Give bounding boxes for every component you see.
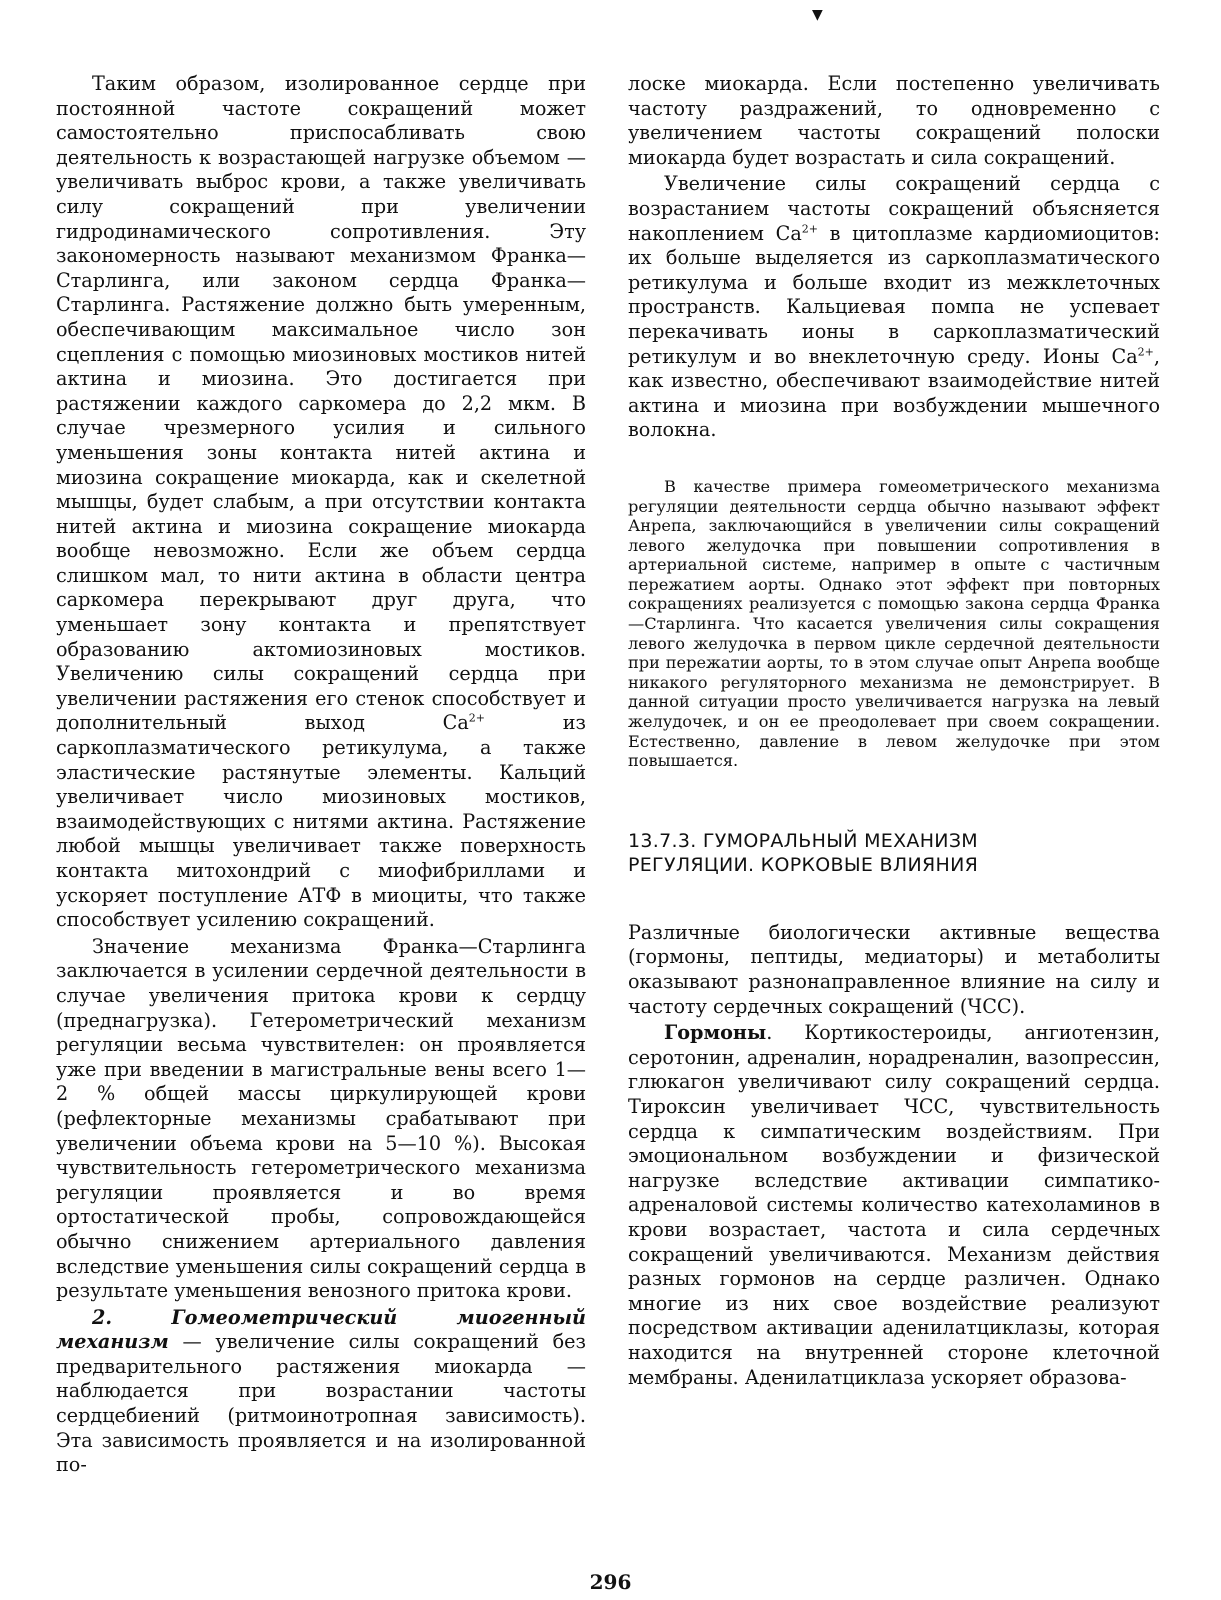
paragraph-hormones <box>628 1021 1160 1390</box>
small-print-note <box>628 477 1160 771</box>
text-run: , как известно, обеспечивают взаимодействие нитей актина и миозина при возбуждении мышечного волокна. <box>628 344 1160 442</box>
paragraph-continuation: лоске миокарда. Если постепенно увеличивать частоту раздражений, то одновременно с увеличением частоты сокращений полоски миокарда будет возрастать и сила сокращений. <box>628 72 1160 169</box>
heading-line: РЕГУЛЯЦИИ. КОРКОВЫЕ ВЛИЯНИЯ <box>628 853 979 876</box>
paragraph-homeometric <box>56 1306 586 1478</box>
text-run: . Кортикостероиды, ангиотензин, серотонин, адреналин, норадреналин, вазопрессин, глюкагон увеличивают силу сокращений сердца. Тироксин увеличивает ЧСС, чувствительность сердца к симпатическим воздействиям. При эмоциональном возбуждении и физической нагрузке вследствие активации симпатико-адреналовой системы количество катехоламинов в крови возрастает, частота и сила сердечных сокращений увеличиваются. Механизм действия разных гормонов на сердце различен. Однако многие из них свое воздействие реализуют посредством активации аденилатциклазы, которая находится на внутренней стороне клеточной мембраны. Аденилатциклаза ускоряет образова- <box>628 1021 1160 1389</box>
text-run: Таким образом, изолированное сердце при постоянной частоте сокращений может самостоятельно приспосабливать свою деятельность к возрастающей нагрузке объемом — увеличивать выброс крови, а также увеличивать силу сокращений при увеличении гидродинамического сопротивления. Эту закономерность называют механизмом Франка—Старлинга, или законом сердца Франка—Старлинга. Растяжение должно быть умеренным, обеспечивающим максимальное число зон сцепления с помощью миозиновых мостиков нитей актина и миозина. Это достигается при растяжении каждого саркомера до 2,2 мкм. В случае чрезмерного усилия и сильного уменьшения зоны контакта нитей актина и миозина сокращение миокарда, как и скелетной мышцы, будет слабым, а при отсутствии контакта нитей актина и миозина сокращение миокарда вообще невозможно. Если же объем сердца слишком мал, то нити актина в области центра саркомера перекрывают друг друга, что уменьшает зону контакта и препятствует образованию актомиозиновых мостиков. Увеличению силы сокращений сердца при увеличении растяжения его стенок способствует и дополнительный выход Ca <box>56 72 586 735</box>
heading-line: 13.7.3. ГУМОРАЛЬНЫЙ МЕХАНИЗМ <box>628 829 978 852</box>
term-homeometric: 2. Гомеометрический миогенный механизм <box>56 1305 586 1354</box>
superscript: 2+ <box>1137 345 1154 359</box>
paragraph-substances: Различные биологически активные вещества (гормоны, пептиды, медиаторы) и метаболиты оказывают разнонаправленное влияние на силу и частоту сердечных сокращений (ЧСС). <box>628 920 1160 1018</box>
paragraph-frank-starling <box>56 72 586 933</box>
left-column <box>56 72 586 1478</box>
text-run: из саркоплазматического ретикулума, а также эластические растянутые элементы. Кальций увеличивает число миозиновых мостиков, взаимодействующих с нитями актина. Растяжение любой мышцы увеличивает также поверхность контакта митохондрий с миофибриллами и ускоряет поступление АТФ в миоциты, что также способствует усилению сокращений. <box>56 711 586 932</box>
superscript: 2+ <box>468 712 485 726</box>
term-hormones: Гормоны <box>664 1021 767 1045</box>
paragraph-significance: Значение механизма Франка—Старлинга заключается в усилении сердечной деятельности в случае увеличения притока крови к сердцу (преднагрузка). Гетерометрический механизм регуляции весьма чувствителен: он проявляется уже при введении в магистральные вены всего 1—2 % общей массы циркулирующей крови (рефлекторные механизмы срабатывают при увеличении объема крови на 5—10 %). Высокая чувствительность гетерометрического механизма регуляции проявляется и во время ортостатической пробы, сопровождающейся обычно снижением артериального давления вследствие уменьшения силы сокращений сердца в результате уменьшения венозного притока крови. <box>56 934 586 1303</box>
text-run: — увеличение силы сокращений без предварительного растяжения миокарда — наблюдается при возрастании частоты сердцебиений (ритмоинотропная зависимость). Эта зависимость проявляется и на изолированной по- <box>56 1330 586 1477</box>
text-run: Увеличение силы сокращений сердца с возрастанием частоты сокращений объясняется накоплением Ca <box>628 172 1160 245</box>
page-number: 296 <box>589 1570 632 1594</box>
superscript: 2+ <box>801 222 818 236</box>
top-marker: ▼ <box>812 7 823 23</box>
section-heading <box>628 829 1160 877</box>
right-column <box>628 72 1160 1390</box>
section-body <box>628 921 1160 1390</box>
text-run: в цитоплазме кардиомиоцитов: их больше выделяется из саркоплазматического ретикулума и больше входит из межклеточных пространств. Кальциевая помпа не успевает перекачивать ионы в саркоплазматический ретикулум и во внеклеточную среду. Ионы Ca <box>628 221 1160 368</box>
paragraph-anrep: В качестве примера гомеометрического механизма регуляции деятельности сердца обычно называют эффект Анрепа, заключающийся в увеличении силы сокращений левого желудочка при повышении сопротивления в артериальной системе, например в опыте с частичным пережатием аорты. Однако этот эффект при повторных сокращениях реализуется с помощью закона сердца Франка—Старлинга. Что касается увеличения силы сокращения левого желудочка в первом цикле сердечной деятельности при пережатии аорты, то в этом случае опыт Анрепа вообще никакого регуляторного механизма не демонстрирует. В данной ситуации просто увеличивается нагрузка на левый желудочек, и он ее преодолевает при своем сокращении. Естественно, давление в левом желудочке при этом повышается. <box>628 476 1160 771</box>
paragraph-calcium <box>628 172 1160 443</box>
